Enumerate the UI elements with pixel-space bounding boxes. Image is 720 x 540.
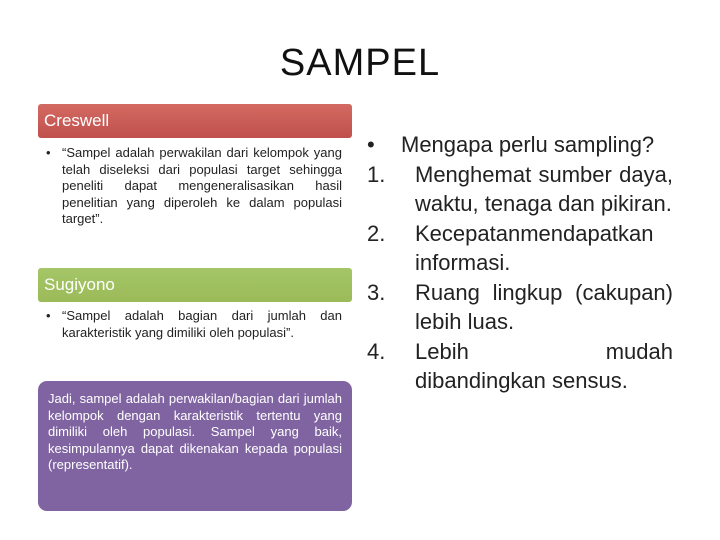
bullet-icon: • — [46, 145, 51, 160]
bullet-icon: • — [46, 308, 51, 323]
item-text: Menghemat sumber daya, waktu, tenaga dan pikiran. — [415, 161, 673, 216]
question-line — [367, 130, 673, 160]
sugiyono-definition — [46, 308, 342, 341]
reasons-list — [367, 130, 673, 396]
slide-title: SAMPEL — [279, 42, 441, 84]
item-number: 1. — [367, 161, 386, 187]
sugiyono-text: “Sampel adalah bagian dari jumlah dan karakteristik yang dimiliki oleh populasi”. — [62, 308, 342, 340]
conclusion-box — [38, 381, 352, 511]
sugiyono-header: Sugiyono — [38, 268, 352, 302]
conclusion-text: Jadi, sampel adalah perwakilan/bagian dari jumlah kelompok dengan karakteristik tertentu yang dimiliki oleh populasi. Sampel yang baik, kesimpulannya dapat dikenakan kepada populasi (representatif). — [48, 391, 342, 473]
list-item — [367, 278, 673, 337]
item-text: Kecepatanmendapatkan informasi. — [415, 220, 654, 275]
item-number: 2. — [367, 220, 386, 246]
list-item — [367, 160, 673, 219]
question-text: Mengapa perlu sampling? — [401, 132, 655, 157]
creswell-text: “Sampel adalah perwakilan dari kelompok yang telah diseleksi dari populasi target sehingga peneliti dapat mengeneralisasikan hasil penelitian yang diperoleh ke dalam populasi target”. — [62, 145, 342, 226]
item-text: Lebih mudah dibandingkan sensus. — [415, 338, 673, 393]
creswell-header: Creswell — [38, 104, 352, 138]
list-item — [367, 337, 673, 396]
list-item — [367, 219, 673, 278]
item-text: Ruang lingkup (cakupan) lebih luas. — [415, 279, 673, 334]
item-number: 4. — [367, 338, 386, 364]
item-number: 3. — [367, 279, 386, 305]
creswell-definition — [46, 145, 342, 228]
bullet-icon: • — [367, 132, 375, 157]
